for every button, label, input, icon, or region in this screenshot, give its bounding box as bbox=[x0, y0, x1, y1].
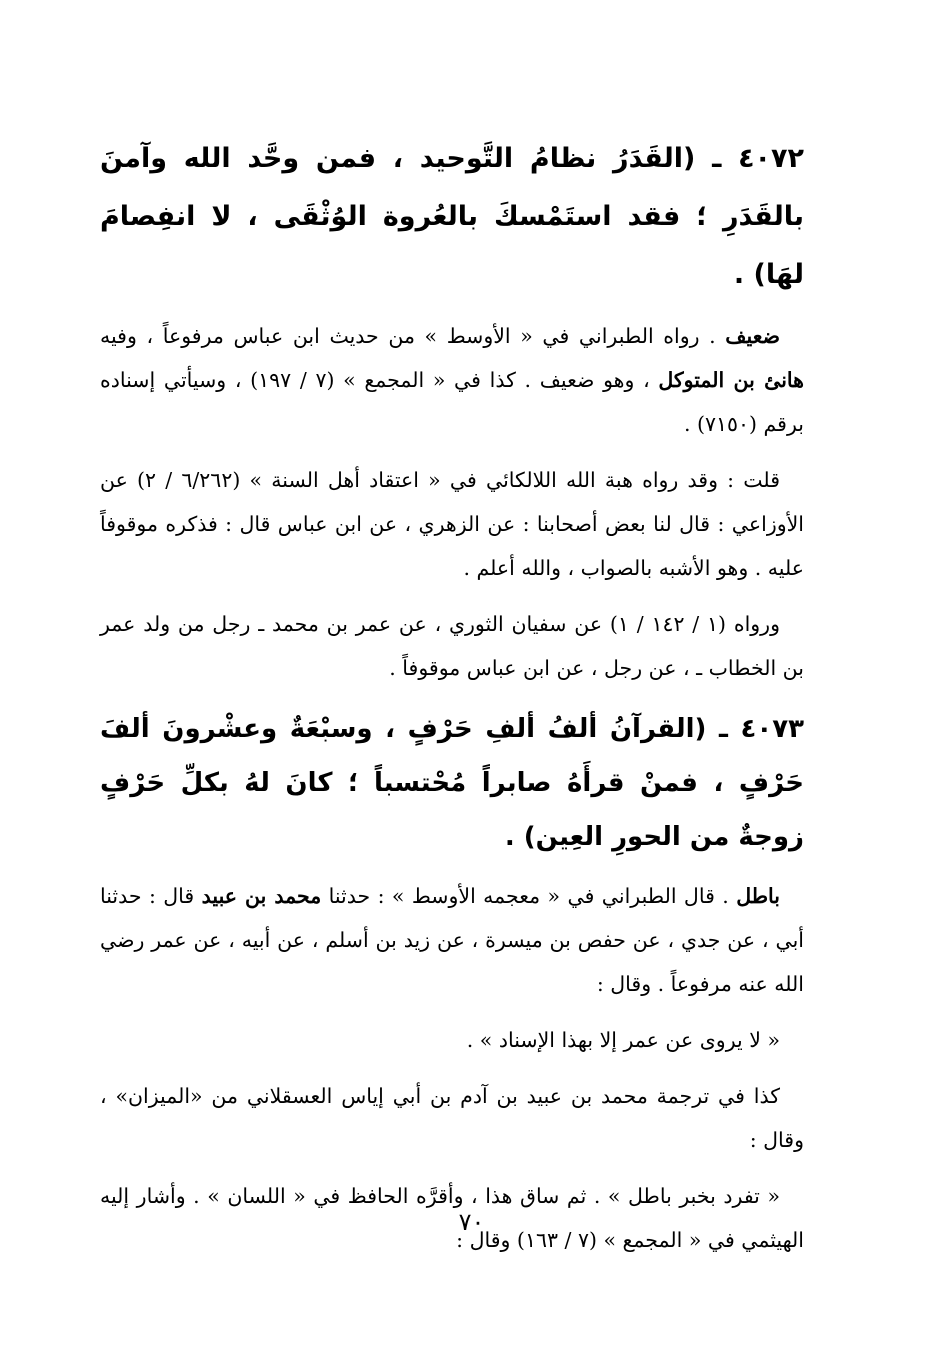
takhrij-text-4a: . قال الطبراني في « معجمه الأوسط » : حدثنا bbox=[321, 884, 737, 908]
takhrij-text-1a: . رواه الطبراني في « الأوسط » من حديث ابن عباس مرفوعاً ، وفيه bbox=[100, 324, 726, 348]
page-body bbox=[100, 130, 804, 1274]
hadith-4072: ٤٠٧٢ ـ (القَدَرُ نظامُ التَّوحيد ، فمن وحَّد الله وآمنَ بالقَدَرِ ؛ فقد استَمْسكَ بالعُروة الوُثْقَى ، لا انفِصامَ لهَا) . bbox=[100, 143, 804, 290]
takhrij-paragraph-2: قلت : وقد رواه هبة الله اللالكائي في « اعتقاد أهل السنة » (٦/٢٦٢ / ٢) عن الأوزاعي : قال لنا بعض أصحابنا : عن الزهري ، عن ابن عباس قال : فذكره موقوفاً عليه . وهو الأشبه بالصواب ، والله أعلم . bbox=[100, 468, 804, 580]
takhrij-paragraph-1 bbox=[100, 314, 804, 446]
narrator-name-2: محمد بن عبيد bbox=[201, 884, 322, 908]
takhrij-paragraph-4 bbox=[100, 874, 804, 1006]
takhrij-text-4b: قال : حدثنا أبي ، عن جدي ، عن حفص بن ميسرة ، عن زيد بن أسلم ، عن أبيه ، عن عمر رضي الله عنه مرفوعاً . وقال : bbox=[100, 884, 804, 996]
grade-weak: ضعيف bbox=[725, 324, 780, 348]
grade-false: باطل bbox=[736, 884, 780, 908]
narrator-name: هانئ بن المتوكل bbox=[658, 368, 804, 392]
takhrij-paragraph-3: ورواه (١ / ١٤٢ / ١) عن سفيان الثوري ، عن عمر بن محمد ـ رجل من ولد عمر بن الخطاب ـ ، عن رجل ، عن ابن عباس موقوفاً . bbox=[100, 612, 804, 680]
quote-paragraph-5: « لا يروى عن عمر إلا بهذا الإسناد » . bbox=[466, 1028, 780, 1052]
takhrij-paragraph-7: « تفرد بخبر باطل » . ثم ساق هذا ، وأقرَّه الحافظ في « اللسان » . وأشار إليه الهيثمي في « المجمع » (٧ / ١٦٣) وقال : bbox=[100, 1184, 804, 1252]
hadith-4073: ٤٠٧٣ ـ (القرآنُ ألفُ ألفِ حَرْفٍ ، وسبْعَةٌ وعشْرونَ ألفَ حَرْفٍ ، فمنْ قرأَهُ صابراً مُحْتسباً ؛ كانَ لهُ بكلِّ حَرْفٍ زوجةٌ من الحورِ العِين) . bbox=[100, 714, 804, 852]
takhrij-text-1b: ، وهو ضعيف . كذا في « المجمع » (٧ / ١٩٧) ، وسيأتي إسناده برقم (٧١٥٠) . bbox=[100, 368, 804, 436]
page-number: ٧٠ bbox=[458, 1208, 485, 1236]
takhrij-paragraph-6: كذا في ترجمة محمد بن عبيد بن آدم بن أبي إياس العسقلاني من «الميزان» ، وقال : bbox=[100, 1084, 804, 1152]
